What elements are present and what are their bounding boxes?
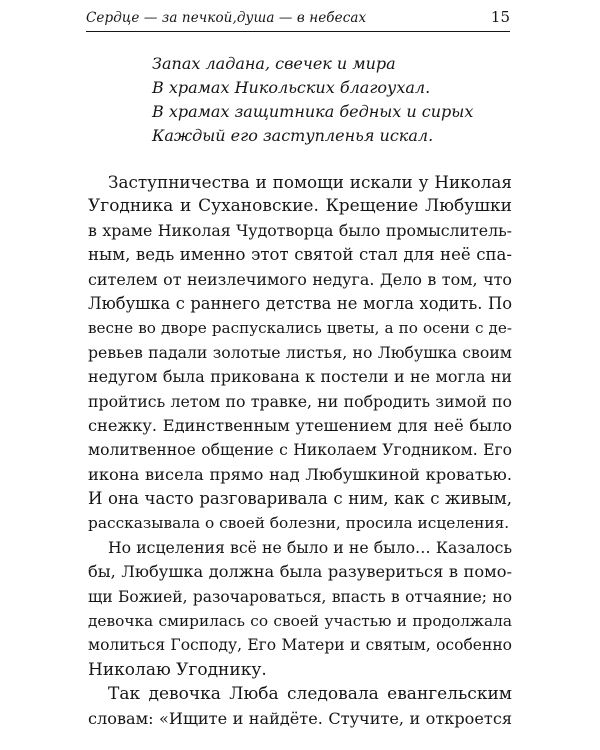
- running-head: [86, 8, 510, 30]
- poem-line: Запах ладана, свечек и мира: [152, 54, 396, 73]
- paragraph-1-line: весне во дворе распускались цветы, а по осени с де-: [88, 319, 512, 338]
- paragraph-2-line: молиться Господу, Его Матери и святым, особенно: [88, 636, 512, 655]
- paragraph-2-line: девочка смирилась со своей участью и продолжала: [88, 612, 512, 631]
- body-text: [88, 170, 512, 731]
- paragraph-1-line: ревьев падали золотые листья, но Любушка своим: [88, 342, 512, 362]
- paragraph-2-line: бы, Любушка должна была разувериться в помо-: [88, 562, 512, 582]
- paragraph-1-line: Заступничества и помощи искали у Николая: [108, 172, 512, 192]
- paragraph-1-line: молитвенное общение с Николаем Угодником. Его: [88, 441, 512, 460]
- paragraph-3-line: Так девочка Люба следовала евангельским: [108, 684, 512, 705]
- paragraph-2-line: Но исцеления всё не было и не было… Казалось: [108, 537, 512, 557]
- paragraph-2-line: щи Божией, разочароваться, впасть в отчаяние; но: [88, 587, 512, 606]
- page-number: 15: [490, 8, 510, 26]
- paragraph-1-line: пройтись летом по травке, ни побродить зимой по: [88, 391, 512, 411]
- poem-line: Каждый его заступленья искал.: [152, 126, 434, 145]
- paragraph-1-line: Любушка с раннего детства не могла ходить. По: [88, 293, 512, 313]
- paragraph-2-line: Николаю Угоднику.: [88, 659, 267, 680]
- header-rule: [86, 31, 510, 32]
- paragraph-1-line: ным, ведь именно этот святой стал для неё спа-: [88, 245, 512, 265]
- paragraph-1-line: сителем от неизлечимого недуга. Дело в том, что: [88, 269, 512, 289]
- poem-epigraph: [152, 52, 473, 148]
- poem-line: В храмах защитника бедных и сирых: [152, 102, 474, 121]
- paragraph-1-line: Угодника и Сухановские. Крещение Любушки: [88, 196, 512, 217]
- paragraph-1-line: И она часто разговаривала с ним, как с живым,: [88, 489, 512, 509]
- poem-line: В храмах Никольских благоухал.: [152, 78, 431, 97]
- paragraph-1-line: икона висела прямо над Любушкиной кроватью.: [88, 464, 512, 484]
- paragraph-1-line: недугом была прикована к постели и не могла ни: [88, 367, 512, 387]
- paragraph-1-line: снежку. Единственным утешением для неё было: [88, 415, 512, 435]
- paragraph-1-line: в храме Николая Чудотворца было промыслитель-: [88, 220, 512, 240]
- paragraph-3-line: словам: «Ищите и найдёте. Стучите, и откроется: [88, 708, 512, 728]
- paragraph-1-line: рассказывала о своей болезни, просила исцеления.: [88, 514, 510, 533]
- running-title: Сердце — за печкой,душа — в небесах: [86, 10, 367, 26]
